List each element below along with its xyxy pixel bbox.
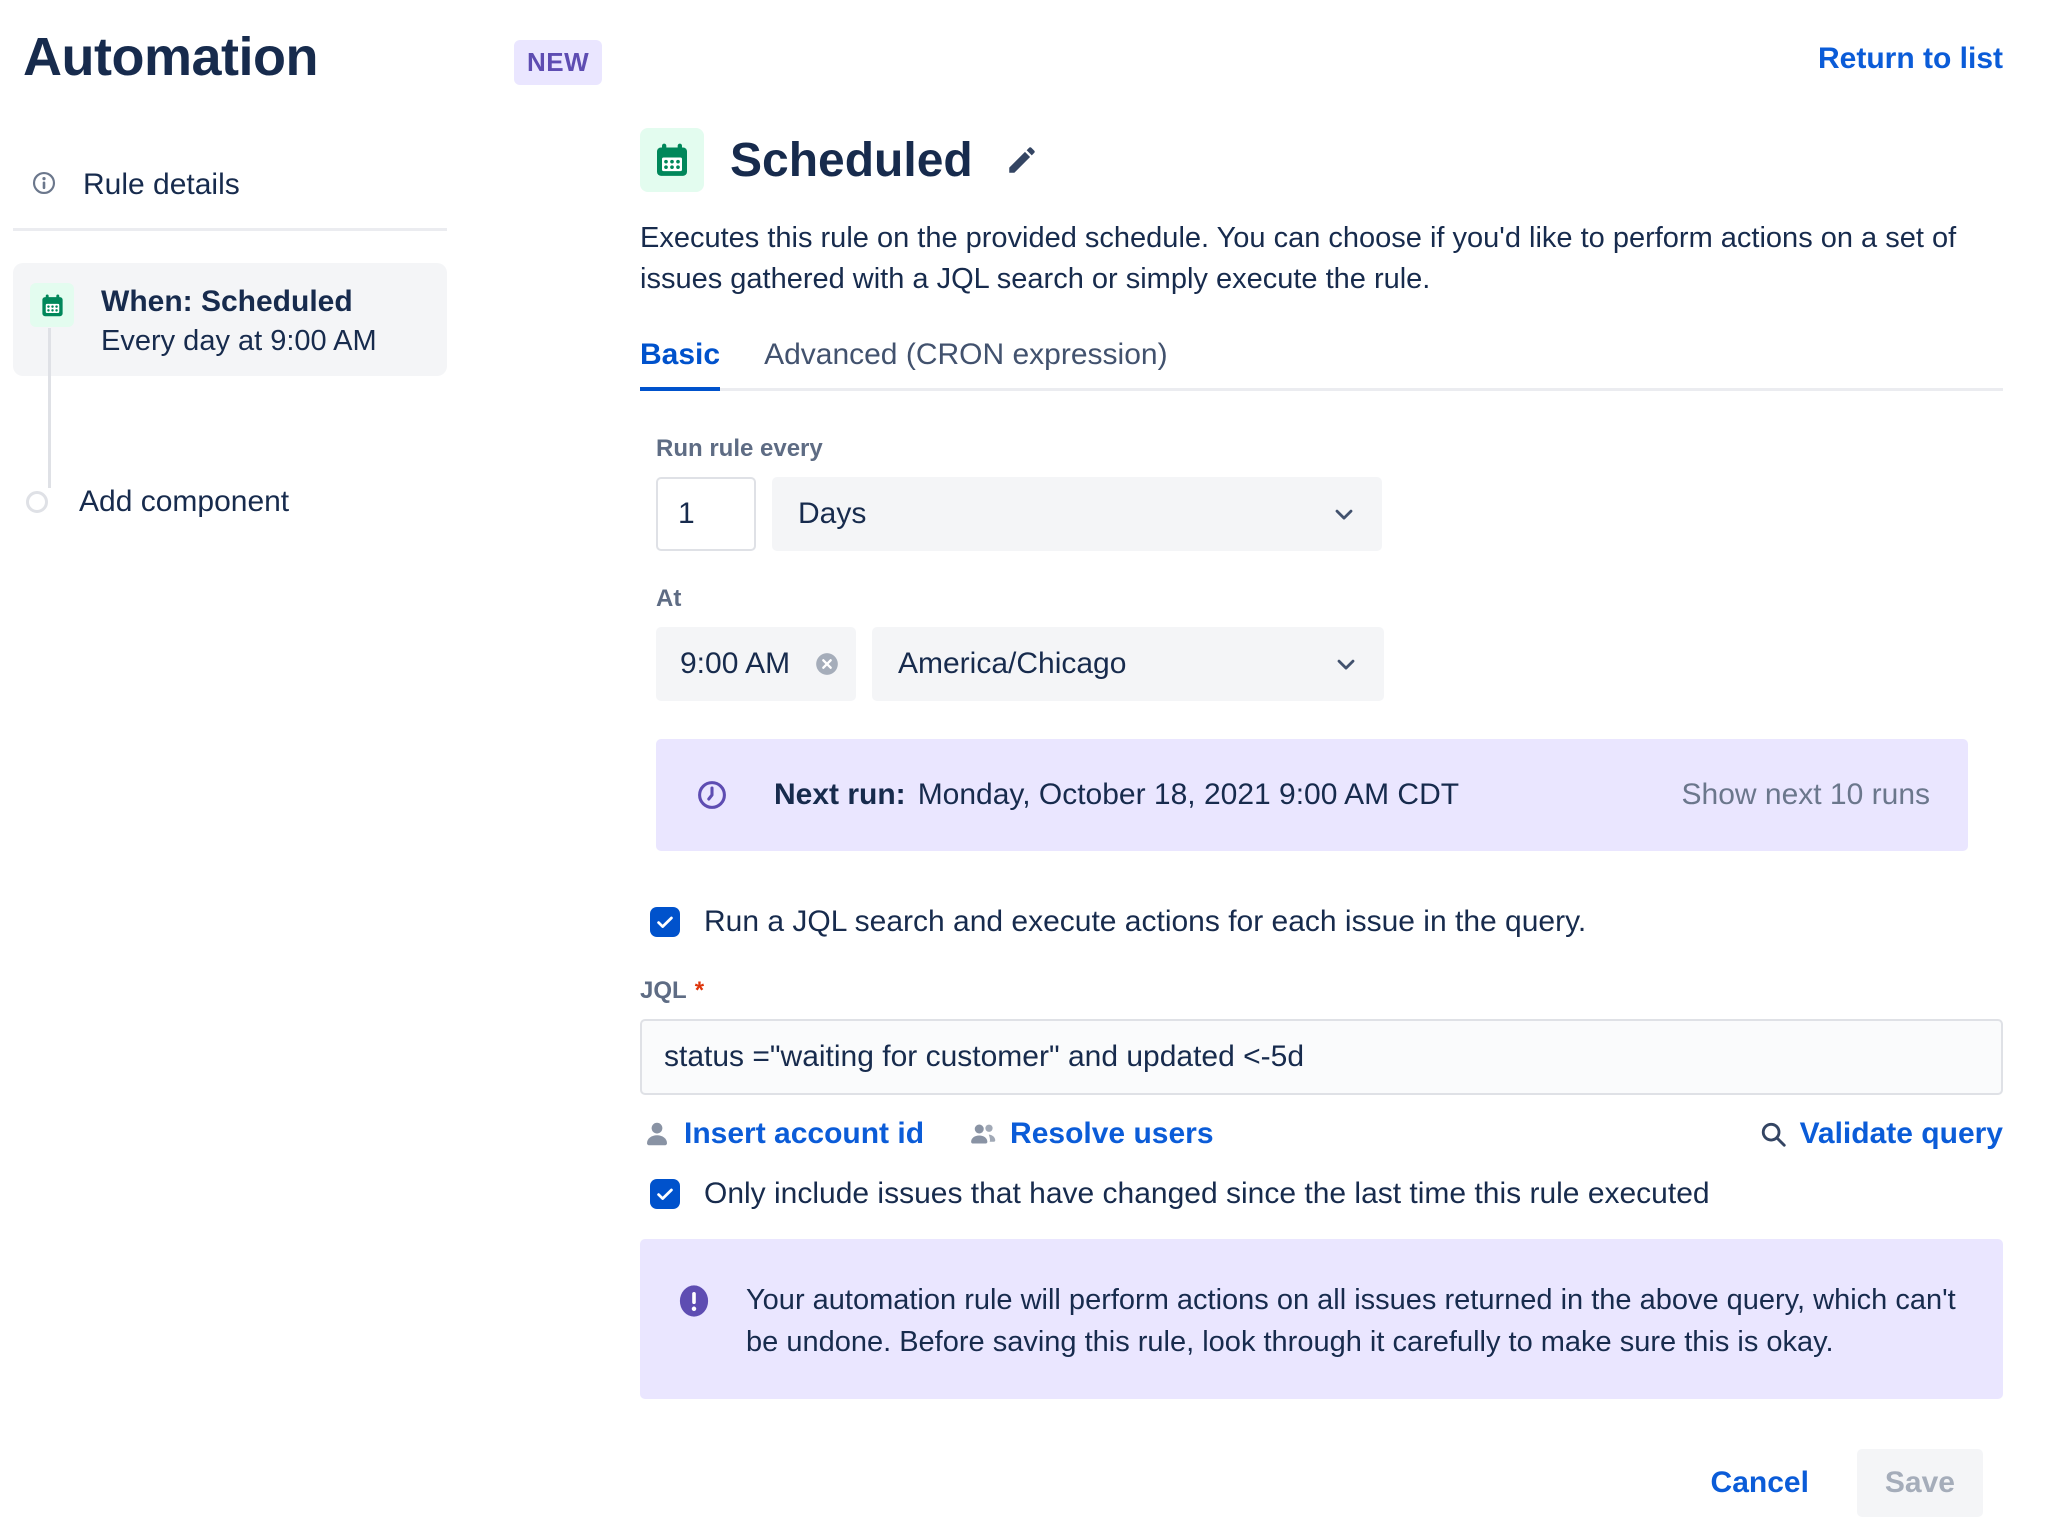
bulk-action-warning-banner (640, 1239, 2003, 1399)
form-footer (640, 1449, 2003, 1517)
run-rule-every-label: Run rule every (656, 435, 823, 462)
chevron-down-icon (1332, 650, 1360, 678)
trigger-name-title: Scheduled (730, 133, 973, 187)
next-run-banner (656, 739, 1968, 851)
changed-issues-checkbox-label: Only include issues that have changed since the last time this rule executed (704, 1177, 1710, 1210)
interval-unit-value: Days (798, 497, 867, 530)
add-component-button[interactable] (26, 485, 289, 519)
trigger-config-panel (640, 128, 2003, 1517)
calendar-icon-large (640, 128, 704, 192)
rule-details-label: Rule details (83, 168, 240, 201)
chevron-down-icon (1330, 500, 1358, 528)
jql-search-checkbox[interactable] (650, 907, 680, 937)
search-icon (1758, 1119, 1788, 1149)
clock-icon (696, 779, 728, 811)
return-to-list-link[interactable]: Return to list (1818, 42, 2003, 75)
next-run-value: Monday, October 18, 2021 9:00 AM CDT (917, 778, 1460, 811)
timezone-select[interactable] (872, 627, 1384, 701)
at-label: At (656, 585, 682, 612)
jql-search-checkbox-label: Run a JQL search and execute actions for each issue in the query. (704, 905, 1587, 938)
sidebar-item-rule-details[interactable] (13, 160, 447, 210)
required-asterisk: * (694, 977, 705, 1004)
validate-query-link[interactable]: Validate query (1758, 1117, 2003, 1151)
warning-exclamation-icon (676, 1281, 712, 1321)
people-icon (968, 1119, 998, 1149)
save-button[interactable]: Save (1857, 1449, 1983, 1517)
tab-advanced-cron[interactable]: Advanced (CRON expression) (764, 338, 1168, 371)
clear-time-icon[interactable] (814, 651, 840, 677)
calendar-icon (30, 283, 74, 327)
add-component-label: Add component (79, 485, 290, 518)
warning-text: Your automation rule will perform actions on all issues returned in the above query, which can't be undone. Before saving this rule, look through it carefully to make sure this is okay. (746, 1284, 1956, 1358)
trigger-description: Executes this rule on the provided schedule. You can choose if you'd like to perform actions on a set of issues gathered with a JQL search or simply execute the rule. (640, 222, 1957, 295)
time-input[interactable] (656, 627, 856, 701)
changed-issues-checkbox[interactable] (650, 1179, 680, 1209)
show-next-runs-button[interactable]: Show next 10 runs (1681, 778, 1930, 811)
rule-steps-sidebar (13, 160, 447, 376)
next-run-label: Next run: (774, 778, 906, 811)
sidebar-divider (13, 228, 447, 231)
time-value: 9:00 AM (680, 647, 791, 680)
page-title: Automation (23, 27, 318, 87)
cancel-button[interactable]: Cancel (1710, 1466, 1809, 1499)
step-connector-line (48, 328, 51, 488)
trigger-title: When: Scheduled (101, 285, 353, 318)
changed-issues-checkbox-row (640, 1177, 2003, 1211)
interval-unit-select[interactable] (772, 477, 1382, 551)
trigger-subtitle: Every day at 9:00 AM (101, 325, 377, 357)
jql-helper-links (640, 1117, 2003, 1151)
info-icon (31, 170, 57, 201)
jql-field-label: JQL (640, 977, 687, 1004)
interval-value-input[interactable] (656, 477, 756, 551)
empty-step-circle-icon (26, 491, 48, 513)
sidebar-item-trigger-scheduled[interactable] (13, 263, 447, 376)
jql-search-checkbox-row (640, 905, 2003, 939)
schedule-mode-tabs (640, 338, 2003, 391)
new-badge: NEW (514, 40, 602, 85)
jql-query-input[interactable] (640, 1019, 2003, 1095)
tab-basic[interactable]: Basic (640, 338, 720, 391)
insert-account-id-link[interactable]: Insert account id (642, 1117, 924, 1151)
person-icon (642, 1119, 672, 1149)
basic-tab-panel (640, 435, 2003, 851)
edit-title-pencil-icon[interactable] (1005, 143, 1039, 177)
resolve-users-link[interactable]: Resolve users (968, 1117, 1213, 1151)
timezone-value: America/Chicago (898, 647, 1127, 680)
